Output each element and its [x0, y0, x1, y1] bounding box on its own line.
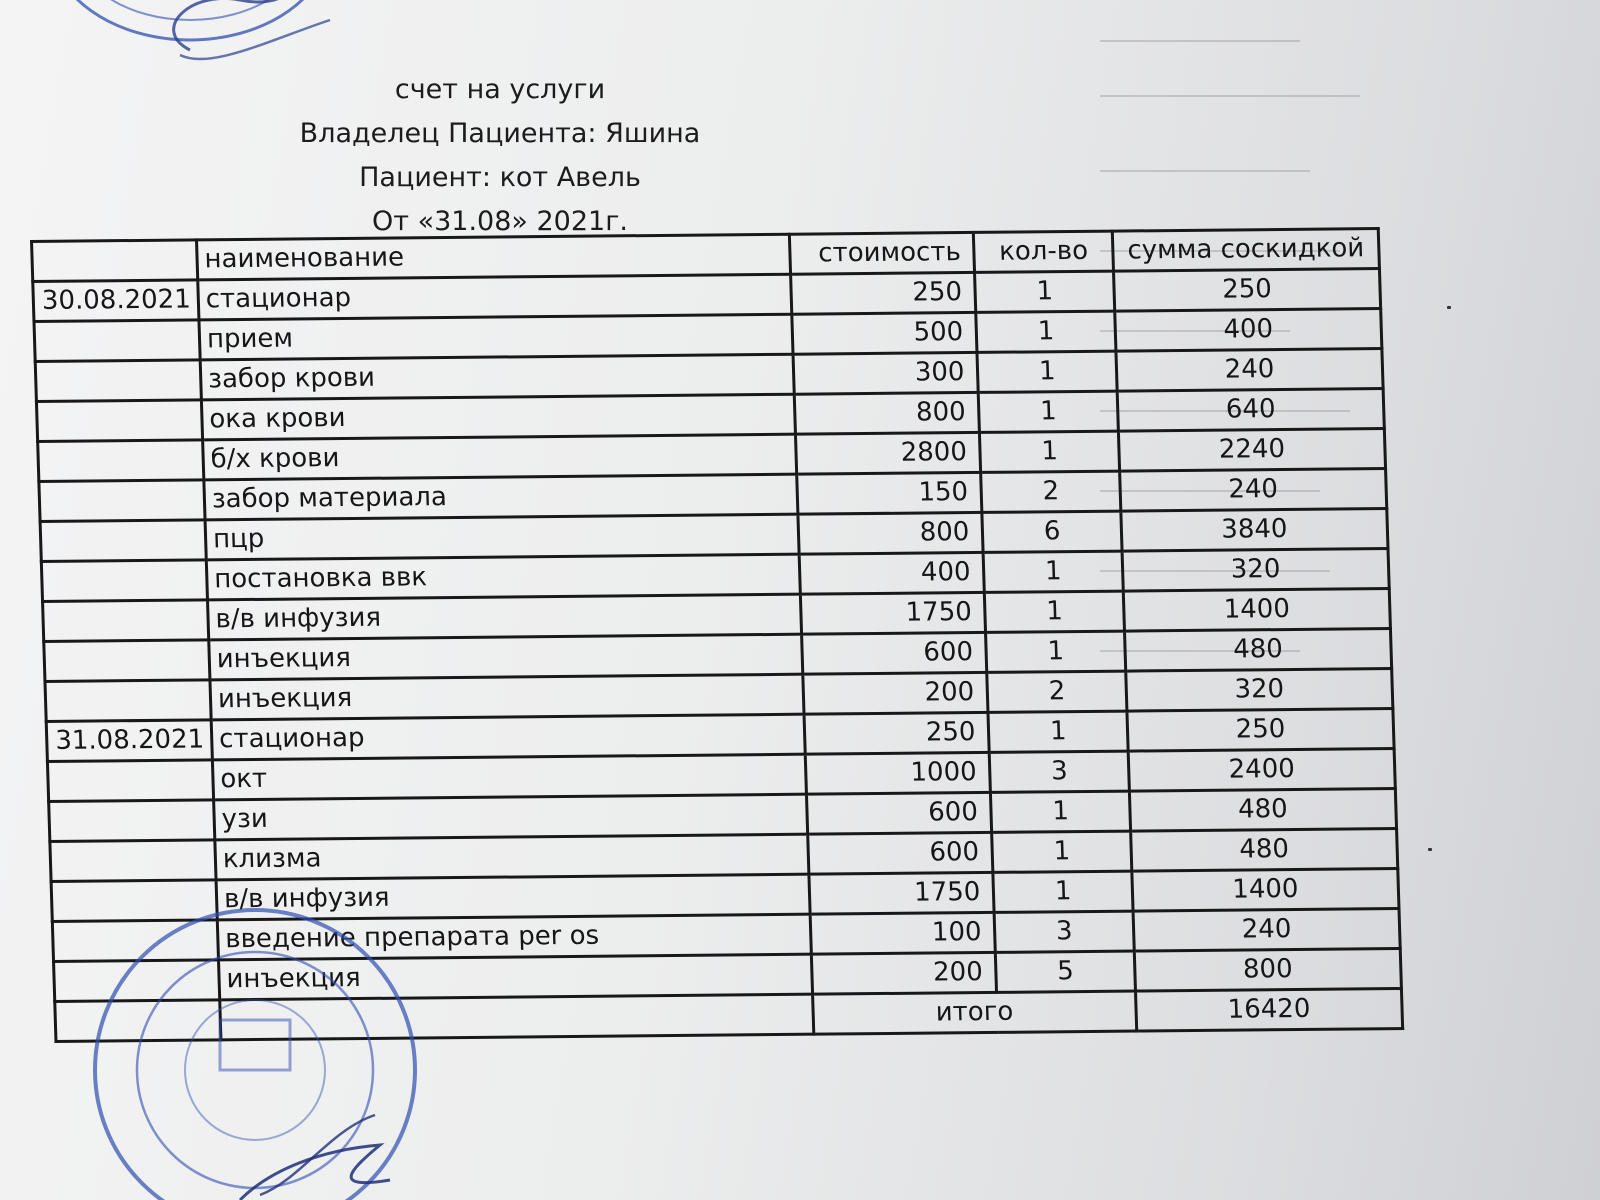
row-date — [50, 840, 216, 882]
row-date — [34, 320, 200, 362]
speck — [1447, 306, 1451, 309]
row-price: 600 — [808, 832, 994, 874]
row-service-name: в/в инфузия — [207, 594, 801, 640]
speck — [1428, 848, 1432, 851]
row-price: 400 — [799, 552, 985, 594]
row-date — [49, 800, 215, 842]
row-price: 1750 — [800, 592, 986, 634]
row-quantity: 3 — [994, 911, 1134, 952]
row-date — [45, 680, 211, 722]
row-service-name: забор крови — [200, 354, 794, 400]
header-qty: кол-во — [974, 231, 1114, 272]
row-service-name: б/х крови — [203, 434, 797, 480]
row-quantity: 1 — [976, 311, 1116, 352]
row-price: 1750 — [809, 872, 995, 914]
row-quantity: 1 — [985, 591, 1125, 632]
row-date: 30.08.2021 — [33, 280, 199, 322]
row-discounted-sum: 480 — [1124, 629, 1391, 672]
stamp-bottom-seal — [90, 900, 430, 1200]
row-quantity: 1 — [979, 391, 1119, 432]
row-discounted-sum: 400 — [1115, 309, 1382, 352]
row-date: 31.08.2021 — [46, 720, 212, 762]
row-quantity: 2 — [981, 471, 1121, 512]
row-price: 800 — [794, 392, 980, 434]
row-discounted-sum: 240 — [1120, 469, 1387, 512]
row-discounted-sum: 1400 — [1132, 869, 1399, 912]
row-discounted-sum: 2400 — [1128, 749, 1395, 792]
row-service-name: стационар — [198, 274, 792, 320]
row-discounted-sum: 800 — [1134, 949, 1401, 992]
row-service-name: введение препарата per os — [217, 914, 811, 960]
total-label: итого — [812, 991, 1136, 1034]
row-service-name: инъекция — [209, 634, 803, 680]
row-date — [41, 560, 207, 602]
row-quantity: 1 — [977, 351, 1117, 392]
row-quantity: 5 — [996, 951, 1136, 992]
row-price: 300 — [793, 352, 979, 394]
row-service-name: окт — [212, 754, 806, 800]
row-service-name: прием — [199, 314, 793, 360]
row-price: 250 — [790, 272, 976, 314]
row-quantity: 1 — [988, 711, 1128, 752]
date-line: От «31.08» 2021г. — [372, 206, 628, 237]
row-quantity: 3 — [990, 751, 1130, 792]
row-discounted-sum: 480 — [1129, 789, 1396, 832]
row-discounted-sum: 1400 — [1123, 589, 1390, 632]
row-date — [43, 600, 209, 642]
row-discounted-sum: 480 — [1131, 829, 1398, 872]
total-value: 16420 — [1135, 989, 1402, 1032]
row-date — [47, 760, 213, 802]
row-price: 200 — [803, 672, 989, 714]
row-price: 800 — [798, 512, 984, 554]
row-discounted-sum: 320 — [1126, 669, 1393, 712]
row-service-name: узи — [214, 794, 808, 840]
row-quantity: 2 — [987, 671, 1127, 712]
row-price: 2800 — [795, 432, 981, 474]
row-discounted-sum: 250 — [1127, 709, 1394, 752]
row-discounted-sum: 2240 — [1118, 429, 1385, 472]
row-service-name: инъекция — [210, 674, 804, 720]
row-quantity: 1 — [975, 271, 1115, 312]
row-service-name: забор материала — [204, 474, 798, 520]
header-date — [32, 240, 198, 282]
row-price: 600 — [801, 632, 987, 674]
row-service-name: ока крови — [201, 394, 795, 440]
row-price: 600 — [806, 792, 992, 834]
row-date — [35, 360, 201, 402]
row-service-name: стационар — [211, 714, 805, 760]
row-price: 200 — [811, 952, 997, 994]
row-discounted-sum: 3840 — [1121, 509, 1388, 552]
row-quantity: 1 — [992, 831, 1132, 872]
row-discounted-sum: 250 — [1113, 269, 1380, 312]
header-sum: сумма соскидкой — [1112, 229, 1379, 272]
row-discounted-sum: 640 — [1117, 389, 1384, 432]
row-date — [40, 520, 206, 562]
row-date — [39, 480, 205, 522]
row-price: 150 — [797, 472, 983, 514]
document-title: счет на услуги — [394, 74, 606, 105]
patient-line: Пациент: кот Авель — [359, 162, 641, 193]
row-discounted-sum: 320 — [1122, 549, 1389, 592]
owner-line: Владелец Пациента: Яшина — [299, 118, 701, 149]
row-service-name: пцр — [205, 514, 799, 560]
row-quantity: 1 — [986, 631, 1126, 672]
row-discounted-sum: 240 — [1133, 909, 1400, 952]
row-quantity: 1 — [991, 791, 1131, 832]
row-quantity: 1 — [980, 431, 1120, 472]
row-date — [36, 400, 202, 442]
row-price: 100 — [810, 912, 996, 954]
document-header — [240, 68, 760, 244]
row-quantity: 1 — [983, 551, 1123, 592]
header-name: наименование — [196, 234, 790, 280]
row-service-name: постановка ввк — [206, 554, 800, 600]
row-quantity: 6 — [982, 511, 1122, 552]
row-service-name: клизма — [215, 834, 809, 880]
row-price: 250 — [804, 712, 990, 754]
row-price: 1000 — [805, 752, 991, 794]
row-discounted-sum: 240 — [1116, 349, 1383, 392]
header-price: стоимость — [789, 232, 975, 274]
row-quantity: 1 — [993, 871, 1133, 912]
row-service-name: инъекция — [218, 954, 812, 1000]
row-date — [44, 640, 210, 682]
row-date — [38, 440, 204, 482]
row-service-name: в/в инфузия — [216, 874, 810, 920]
row-price: 500 — [792, 312, 978, 354]
